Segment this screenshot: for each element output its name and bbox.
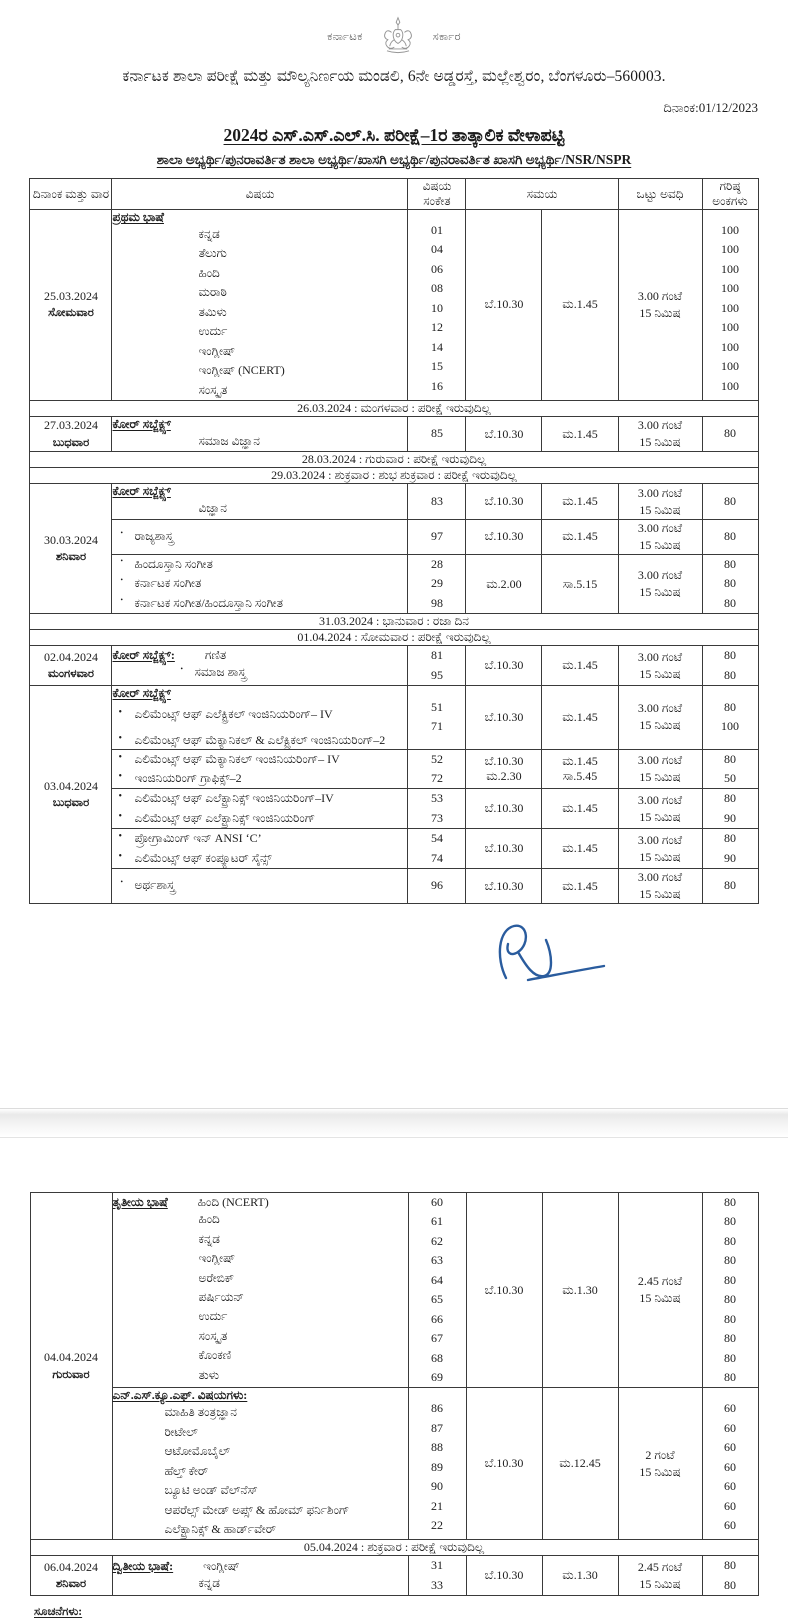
weekday-value: ಬುಧವಾರ — [52, 436, 90, 449]
time-start: ಬೆ.10.30 — [466, 210, 542, 401]
holiday-text: 26.03.2024 : ಮಂಗಳವಾರ : ಪರೀಕ್ಷೆ ಇರುವುದಿಲ್ಲ — [30, 400, 758, 416]
exam-date-02-04 — [30, 646, 112, 686]
list-item: ಹಿಂದಿ — [198, 1212, 220, 1227]
table-row — [30, 1556, 758, 1596]
code-values: 01 04 06 08 10 12 14 15 16 — [430, 223, 443, 393]
holiday-row — [30, 614, 758, 630]
list-item: ಉರ್ದು — [198, 1309, 228, 1324]
subject-cell — [112, 1193, 408, 1388]
max-marks-values: 80 100 — [702, 686, 758, 749]
duration-value: 3.00 ಗಂಟೆ 15 ನಿಮಿಷ — [618, 554, 702, 613]
list-item: • ಪ್ರೋಗ್ರಾಮಿಂಗ್ ಇನ್ ANSI ‘C’ — [112, 829, 407, 848]
list-item: ಕನ್ನಡ — [198, 1575, 220, 1590]
date-value: 30.03.2024 — [43, 532, 98, 547]
time-start: ಬೆ.10.30 — [466, 646, 542, 686]
time-start: ಬೆ.10.30 — [466, 686, 542, 749]
group-with-first-subject — [113, 1195, 408, 1210]
subject-cell — [112, 686, 408, 749]
subject-group-label: ಕೋರ್ ಸಬ್ಜೆಕ್ಟ್ಸ್ — [112, 484, 171, 499]
subject-cell — [112, 416, 408, 451]
exam-date-27-03 — [30, 416, 112, 451]
subject-codes: 54 74 — [408, 829, 466, 869]
max-marks-values: 80 80 — [702, 1556, 758, 1596]
holiday-text: 28.03.2024 : ಗುರುವಾರ : ಪರೀಕ್ಷೆ ಇರುವುದಿಲ್ಲ — [30, 452, 758, 468]
list-item: • ಕರ್ನಾಟಕ ಸಂಗೀತ/ಹಿಂದೂಸ್ತಾನಿ ಸಂಗೀತ — [112, 594, 407, 613]
subject-codes: 81 95 — [408, 646, 466, 686]
holiday-row — [30, 1540, 758, 1556]
list-item: ತೆಲುಗು — [198, 246, 227, 261]
max-marks-values: 80 80 80 80 80 80 80 80 80 80 — [702, 1193, 758, 1388]
table-row — [30, 1388, 758, 1540]
issue-date: ದಿನಾಂಕ:01/12/2023 — [663, 100, 758, 115]
date-value: 27.03.2024 — [43, 418, 98, 433]
signature-area — [0, 910, 788, 1000]
time-end: ಮ.1.45 — [542, 646, 618, 686]
date-value: 03.04.2024 — [43, 778, 98, 793]
subject-list — [112, 432, 407, 451]
weekday-value: ಗುರುವಾರ — [52, 1368, 90, 1381]
list-item: • ಕರ್ನಾಟಕ ಸಂಗೀತ — [112, 574, 407, 593]
time-end: ಮ.1.45 — [542, 829, 618, 869]
duration-value: 3.00 ಗಂಟೆ 15 ನಿಮಿಷ — [618, 869, 702, 904]
subject-group-label: ದ್ವಿತೀಯ ಭಾಷೆ: — [112, 1558, 174, 1573]
list-item: ಹಿಂದಿ — [198, 265, 220, 280]
subject-list — [112, 829, 407, 868]
duration-value: 3.00 ಗಂಟೆ 15 ನಿಮಿಷ — [618, 519, 702, 554]
date-value: 25.03.2024 — [43, 288, 98, 303]
subject-codes — [408, 210, 466, 401]
marks-values: 100 100 100 100 100 100 100 100 100 — [721, 223, 739, 393]
subject-cell — [112, 554, 408, 613]
table-row — [30, 1193, 758, 1388]
time-end: ಮ.1.45 — [542, 416, 618, 451]
exam-date-04-04 — [30, 1193, 112, 1540]
subject-codes: 52 72 — [408, 749, 466, 789]
duration-value: 3.00 ಗಂಟೆ 15 ನಿಮಿಷ — [618, 829, 702, 869]
page-subtitle: ಶಾಲಾ ಅಭ್ಯರ್ಥಿ/ಪುನರಾವರ್ತಿತ ಶಾಲಾ ಅಭ್ಯರ್ಥಿ/ಖಾಸಗಿ ಅಭ್ಯರ್ಥಿ/ಪುನರಾವರ್ತಿತ ಖಾಸಗಿ ಅಭ್ಯರ್ಥಿ/NSR/NSPR — [156, 152, 632, 167]
list-item: ಇಂಗ್ಲೀಷ್ — [203, 1558, 240, 1573]
organization-line: ಕರ್ನಾಟಕ ಶಾಲಾ ಪರೀಕ್ಷೆ ಮತ್ತು ಮೌಲ್ಯನಿರ್ಣಯ ಮಂಡಲಿ, 6ನೇ ಅಡ್ಡರಸ್ತೆ, ಮಲ್ಲೇಶ್ವರಂ, ಬೆಂಗಳೂರು–560003. — [122, 68, 666, 85]
list-item: ಇಂಗ್ಲೀಷ್ — [198, 1251, 236, 1266]
time-end: ಮ.1.45 — [542, 210, 618, 401]
max-marks-values: 80 80 80 — [702, 554, 758, 613]
list-item: ಕನ್ನಡ — [198, 1231, 220, 1246]
subject-list — [112, 789, 407, 828]
subject-cell — [112, 646, 408, 686]
time-end: ಮ.1.45 — [542, 686, 618, 749]
duration-value: 3.00 ಗಂಟೆ 15 ನಿಮಿಷ — [618, 210, 702, 401]
list-item: ಆಟೋಮೊಬೈಲ್ — [164, 1444, 231, 1459]
subject-list — [112, 499, 407, 518]
list-item: ಸಂಸ್ಕೃತ — [198, 1328, 228, 1343]
list-item: ಇಂಗ್ಲೀಷ್ — [198, 343, 236, 358]
subject-group-label: ತೃತೀಯ ಭಾಷೆ — [112, 1195, 168, 1210]
emblem-header — [0, 0, 788, 60]
max-marks-values: 80 50 — [702, 749, 758, 789]
table-row — [30, 869, 758, 904]
subject-cell — [112, 484, 408, 519]
list-item: ಎಲೆಕ್ಟ್ರಾನಿಕ್ಸ್ & ಹಾರ್ಡ್‌ವೇರ್ — [164, 1522, 276, 1536]
emblem-label-left: ಕರ್ನಾಟಕ — [327, 30, 363, 43]
weekday-value: ಬುಧವಾರ — [52, 796, 90, 809]
group-with-first-subject — [113, 1559, 408, 1574]
list-item: ಆಪರೆಲ್ಸ್ ಮೇಡ್ ಅಪ್ಸ್ & ಹೋಮ್ ಫರ್ನಿಶಿಂಗ್ — [164, 1502, 350, 1517]
code-values: 86 87 88 89 90 21 22 — [431, 1401, 443, 1532]
max-marks-values: 80 — [702, 416, 758, 451]
weekday-value: ಸೋಮವಾರ — [48, 307, 94, 320]
time-end: ಸಾ.5.15 — [542, 554, 618, 613]
subject-group-label: ಕೋರ್ ಸಬ್ಜೆಕ್ಟ್ಸ್ — [112, 686, 171, 701]
time-start: ಬೆ.10.30 — [466, 869, 542, 904]
subject-codes: 51 71 — [408, 686, 466, 749]
list-item: ಮಾಹಿತಿ ತಂತ್ರಜ್ಞಾನ — [164, 1405, 237, 1420]
table-row — [30, 519, 758, 554]
max-marks-values: 80 — [702, 519, 758, 554]
duration-value: 3.00 ಗಂಟೆ 15 ನಿಮಿಷ — [618, 646, 702, 686]
max-marks-values: 80 90 — [702, 789, 758, 829]
table-row — [30, 749, 758, 789]
duration-value: 3.00 ಗಂಟೆ 15 ನಿಮಿಷ — [618, 484, 702, 519]
subject-list — [113, 1574, 408, 1593]
time-start: ಬೆ.10.30 — [466, 484, 542, 519]
subject-codes: 53 73 — [408, 789, 466, 829]
subject-list — [113, 1210, 408, 1385]
table-row — [30, 646, 758, 686]
subject-codes: 28 29 98 — [408, 554, 466, 613]
subject-list — [112, 663, 407, 682]
weekday-value: ಶನಿವಾರ — [55, 551, 87, 564]
list-item: • ಎಲಿಮೆಂಟ್ಸ್ ಆಫ್ ಎಲೆಕ್ಟ್ರಾನಿಕ್ಸ್ ಇಂಜಿನಿಯರಿಂಗ್ — [112, 809, 407, 828]
list-item: • ಎಲಿಮೆಂಟ್ಸ್ ಆಫ್ ಕಂಪ್ಯೂಟರ್ ಸೈನ್ಸ್ — [112, 849, 407, 868]
page-title: 2024ರ ಎಸ್.ಎಸ್.ಎಲ್.ಸಿ. ಪರೀಕ್ಷೆ–1ರ ತಾತ್ಕಾಲಿಕ ವೇಳಾಪಟ್ಟಿ — [223, 125, 565, 145]
time-start: ಬೆ.10.30 — [466, 519, 542, 554]
date-value: 04.04.2024 — [44, 1350, 98, 1365]
time-start: ಬೆ.10.30 — [466, 1556, 542, 1596]
time-end: ಮ.1.30 — [542, 1556, 618, 1596]
subject-list — [112, 555, 407, 613]
list-item: • ಎಲಿಮೆಂಟ್ಸ್ ಆಫ್ ಮೆಕ್ಯಾನಿಕಲ್ & ಎಲೆಕ್ಟ್ರಿಕಲ್ ಇಂಜಿನಿಯರಿಂಗ್–2 — [112, 731, 407, 749]
holiday-text: 05.04.2024 : ಶುಕ್ರವಾರ : ಪರೀಕ್ಷೆ ಇರುವುದಿಲ್ಲ — [30, 1540, 758, 1556]
holiday-row — [30, 400, 758, 416]
list-item: ರೀಟೇಲ್ — [164, 1424, 198, 1439]
time-end: ಮ.1.45 — [542, 789, 618, 829]
subject-cell — [112, 1388, 408, 1540]
holiday-row — [30, 468, 758, 484]
duration-value: 2.45 ಗಂಟೆ 15 ನಿಮಿಷ — [618, 1193, 702, 1388]
list-item: • ಎಲಿಮೆಂಟ್ಸ್ ಆಫ್ ಎಲೆಕ್ಟ್ರಾನಿಕ್ಸ್ ಇಂಜಿನಿಯರಿಂಗ್–IV — [112, 789, 407, 808]
list-item: ಹೆಲ್ತ್ ಕೇರ್ — [164, 1463, 209, 1478]
notes-label: ಸೂಚನೆಗಳು: — [34, 1606, 83, 1619]
date-value: 02.04.2024 — [43, 649, 98, 664]
subject-list — [112, 527, 407, 546]
list-item: ಮರಾಠಿ — [198, 285, 227, 300]
exam-date-06-04 — [30, 1556, 112, 1596]
list-item: ಕನ್ನಡ — [198, 227, 220, 241]
time-end: ಮ.1.45 — [542, 519, 618, 554]
subject-cell — [112, 210, 408, 401]
max-marks-values — [702, 1388, 758, 1540]
table-header-row — [30, 179, 758, 210]
max-marks-values — [702, 210, 758, 401]
time-end: ಮ.12.45 — [542, 1388, 618, 1540]
marks-values: 60 60 60 60 60 60 60 — [724, 1401, 736, 1532]
subject-group-label: ಪ್ರಥಮ ಭಾಷೆ — [112, 210, 164, 224]
weekday-value: ಮಂಗಳವಾರ — [47, 667, 94, 680]
list-item: ಗಣಿತ — [204, 648, 227, 663]
max-marks-values: 80 — [702, 869, 758, 904]
time-end: ಮ.1.45 — [542, 484, 618, 519]
time-start: ಮ.2.00 — [466, 554, 542, 613]
table-row — [30, 416, 758, 451]
subject-group-label: ಕೋರ್ ಸಬ್ಜೆಕ್ಟ್ಸ್ — [112, 416, 171, 431]
time-start: ಬೆ.10.30 — [466, 829, 542, 869]
exam-timetable-page2 — [30, 1192, 759, 1596]
max-marks-values: 80 80 — [702, 646, 758, 686]
subject-codes: 83 — [408, 484, 466, 519]
duration-value: 3.00 ಗಂಟೆ 15 ನಿಮಿಷ — [618, 749, 702, 789]
column-header-subject: ವಿಷಯ — [112, 179, 408, 210]
time-start: ಬೆ.10.30 — [466, 1193, 542, 1388]
table-row — [30, 829, 758, 869]
time-end: ಮ.1.45 ಸಾ.5.45 — [542, 749, 618, 789]
time-start: ಬೆ.10.30 — [466, 416, 542, 451]
list-item: ಪರ್ಷಿಯನ್ — [198, 1289, 244, 1304]
date-value: 06.04.2024 — [44, 1559, 98, 1574]
list-item: ಸಂಸ್ಕೃತ — [198, 382, 228, 397]
emblem-label-right: ಸರ್ಕಾರ — [432, 30, 461, 43]
subject-cell — [112, 789, 408, 829]
time-end: ಮ.1.45 — [542, 869, 618, 904]
subject-group-label: ಎನ್.ಎಸ್.ಕ್ಯೂ.ಎಫ್. ವಿಷಯಗಳು: — [112, 1388, 248, 1403]
exam-date-30-03 — [30, 484, 112, 614]
list-item: • ಎಲಿಮೆಂಟ್ಸ್ ಆಫ್ ಎಲೆಕ್ಟ್ರಿಕಲ್ ಇಂಜಿನಿಯರಿಂಗ್– IV — [112, 705, 407, 724]
duration-value: 3.00 ಗಂಟೆ 15 ನಿಮಿಷ — [618, 686, 702, 749]
column-header-date: ದಿನಾಂಕ ಮತ್ತು ವಾರ — [30, 179, 112, 210]
subject-list — [112, 225, 407, 400]
list-item: • ರಾಜ್ಯಶಾಸ್ತ್ರ — [112, 527, 407, 546]
exam-date-03-04 — [30, 686, 112, 904]
list-item: ಬ್ಯೂಟಿ ಅಂಡ್ ವೆಲ್‌ನೆಸ್ — [164, 1483, 258, 1498]
list-item: ಹಿಂದಿ (NCERT) — [197, 1195, 269, 1210]
subject-cell — [112, 519, 408, 554]
holiday-text: 29.03.2024 : ಶುಕ್ರವಾರ : ಶುಭ ಶುಕ್ರವಾರ : ಪರೀಕ್ಷೆ ಇರುವುದಿಲ್ಲ — [30, 468, 758, 484]
subject-codes: 60 61 62 63 64 65 66 67 68 69 — [408, 1193, 466, 1388]
subject-list — [113, 1403, 408, 1539]
column-header-time: ಸಮಯ — [466, 179, 618, 210]
list-item: ಇಂಗ್ಲೀಷ್ (NCERT) — [198, 363, 285, 378]
list-item: ಅರೇಬಿಕ್ — [198, 1270, 235, 1285]
subject-list — [112, 750, 407, 789]
group-with-first-subject — [112, 648, 407, 663]
list-item: ಉರ್ದು — [198, 324, 228, 339]
subject-group-label: ಕೋರ್ ಸಬ್ಜೆಕ್ಟ್ಸ್: — [112, 648, 175, 663]
column-header-max-marks: ಗರಿಷ್ಠ ಅಂಕಗಳು — [702, 179, 758, 210]
duration-value: 2.45 ಗಂಟೆ 15 ನಿಮಿಷ — [618, 1556, 702, 1596]
document-page-2 — [0, 1138, 788, 1619]
page-separator — [0, 1108, 788, 1138]
karnataka-state-emblem-icon — [375, 14, 421, 60]
subject-codes: 96 — [408, 869, 466, 904]
subject-codes: 85 — [408, 416, 466, 451]
holiday-row — [30, 452, 758, 468]
time-end: ಮ.1.30 — [542, 1193, 618, 1388]
time-start: ಬೆ.10.30 ಮ.2.30 — [466, 749, 542, 789]
time-start: ಬೆ.10.30 — [466, 789, 542, 829]
time-start: ಬೆ.10.30 — [466, 1388, 542, 1540]
signature-icon — [488, 914, 638, 992]
subject-codes: 31 33 — [408, 1556, 466, 1596]
table-row — [30, 554, 758, 613]
table-row — [30, 789, 758, 829]
list-item: • ಇಂಜಿನಿಯರಿಂಗ್ ಗ್ರಾಫಿಕ್ಸ್–2 — [112, 769, 407, 788]
duration-value: 3.00 ಗಂಟೆ 15 ನಿಮಿಷ — [618, 789, 702, 829]
duration-value: 3.00 ಗಂಟೆ 15 ನಿಮಿಷ — [618, 416, 702, 451]
list-item: ಸಮಾಜ ವಿಜ್ಞಾನ — [198, 433, 260, 448]
list-item: • ಅರ್ಥಶಾಸ್ತ್ರ — [112, 876, 407, 895]
exam-date-25-03 — [30, 210, 112, 401]
table-row — [30, 210, 758, 401]
subject-list — [112, 705, 407, 748]
list-item: ಕೊಂಕಣಿ — [198, 1348, 232, 1363]
subject-cell — [112, 749, 408, 789]
holiday-text: 31.03.2024 : ಭಾನುವಾರ : ರಜಾ ದಿನ — [30, 614, 758, 630]
list-item: ವಿಜ್ಞಾನ — [198, 501, 227, 516]
duration-value: 2 ಗಂಟೆ 15 ನಿಮಿಷ — [618, 1388, 702, 1540]
holiday-row — [30, 630, 758, 646]
table-row — [30, 686, 758, 749]
max-marks-values: 80 90 — [702, 829, 758, 869]
list-item: ತಮಿಳು — [198, 304, 227, 319]
max-marks-values: 80 — [702, 484, 758, 519]
list-item: ತುಳು — [198, 1367, 220, 1382]
subject-cell — [112, 869, 408, 904]
holiday-text: 01.04.2024 : ಸೋಮವಾರ : ಪರೀಕ್ಷೆ ಇರುವುದಿಲ್ಲ — [30, 630, 758, 646]
subject-cell — [112, 1556, 408, 1596]
list-item: • ಎಲಿಮೆಂಟ್ಸ್ ಆಫ್ ಮೆಕ್ಯಾನಿಕಲ್ ಇಂಜಿನಿಯರಿಂಗ್– IV — [112, 750, 407, 769]
list-item: • ಹಿಂದೂಸ್ತಾನಿ ಸಂಗೀತ — [112, 555, 407, 574]
subject-codes: 97 — [408, 519, 466, 554]
column-header-code: ವಿಷಯ ಸಂಕೇತ — [408, 179, 466, 210]
subject-codes — [408, 1388, 466, 1540]
weekday-value: ಶನಿವಾರ — [55, 1578, 87, 1591]
exam-timetable-page1 — [29, 178, 758, 904]
column-header-duration: ಒಟ್ಟು ಅವಧಿ — [618, 179, 702, 210]
table-row — [30, 484, 758, 519]
subject-cell — [112, 829, 408, 869]
list-item: • ಸಮಾಜ ಶಾಸ್ತ್ರ — [172, 663, 407, 682]
subject-list — [112, 876, 407, 895]
